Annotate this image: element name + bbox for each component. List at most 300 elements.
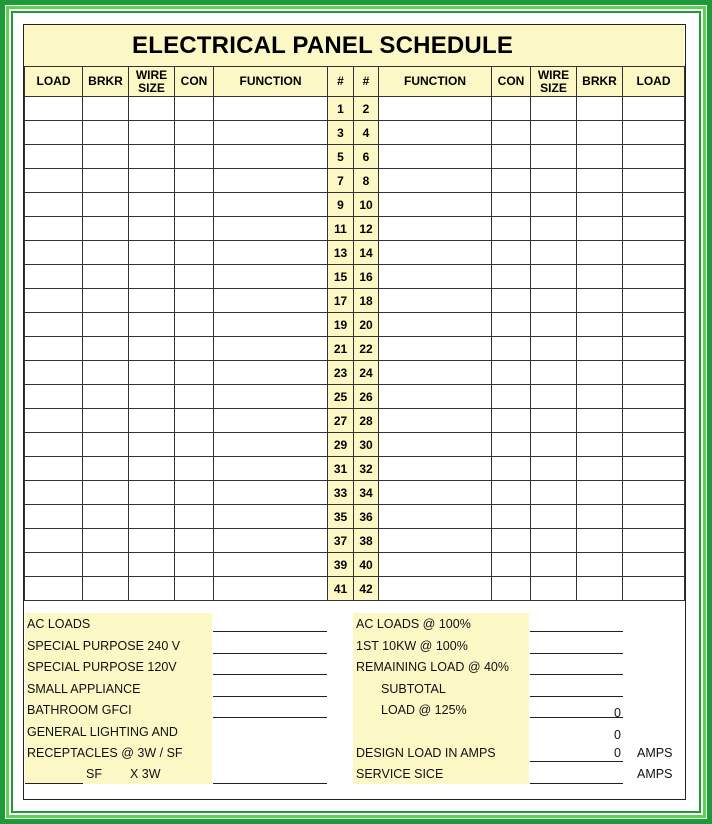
cell-left-brkr[interactable] xyxy=(83,505,129,529)
cell-left-con[interactable] xyxy=(175,553,214,577)
cell-left-function[interactable] xyxy=(214,433,328,457)
circuit-number-odd: 31 xyxy=(328,457,354,481)
cell-left-wire-size[interactable] xyxy=(129,241,175,265)
circuit-number-even: 28 xyxy=(354,409,379,433)
cell-left-function[interactable] xyxy=(214,121,328,145)
cell-right-brkr[interactable] xyxy=(577,241,623,265)
first-10kw-label: 1ST 10KW @ 100% xyxy=(356,639,468,653)
cell-right-brkr[interactable] xyxy=(577,409,623,433)
cell-right-wire-size[interactable] xyxy=(531,217,577,241)
cell-left-load[interactable] xyxy=(25,553,83,577)
service-size-entry[interactable] xyxy=(530,783,623,784)
circuit-row xyxy=(25,409,685,433)
cell-right-wire-size[interactable] xyxy=(531,169,577,193)
cell-left-function[interactable] xyxy=(214,289,328,313)
header-right-brkr: BRKR xyxy=(577,67,623,97)
bottom-rule xyxy=(24,799,684,800)
cell-left-wire-size[interactable] xyxy=(129,577,175,601)
cell-left-brkr[interactable] xyxy=(83,409,129,433)
cell-left-function[interactable] xyxy=(214,505,328,529)
special-240-entry[interactable] xyxy=(213,653,327,654)
cell-right-con[interactable] xyxy=(492,145,531,169)
cell-right-wire-size[interactable] xyxy=(531,289,577,313)
cell-right-load[interactable] xyxy=(623,577,685,601)
header-left-load: LOAD xyxy=(25,67,83,97)
cell-right-load[interactable] xyxy=(623,361,685,385)
cell-left-brkr[interactable] xyxy=(83,145,129,169)
circuit-number-odd: 37 xyxy=(328,529,354,553)
cell-left-wire-size[interactable] xyxy=(129,361,175,385)
cell-right-brkr[interactable] xyxy=(577,553,623,577)
cell-right-brkr[interactable] xyxy=(577,97,623,121)
cell-left-brkr[interactable] xyxy=(83,553,129,577)
cell-left-function[interactable] xyxy=(214,409,328,433)
circuit-number-odd: 13 xyxy=(328,241,354,265)
ac-loads-label: AC LOADS xyxy=(27,617,91,631)
cell-left-brkr[interactable] xyxy=(83,193,129,217)
cell-right-wire-size[interactable] xyxy=(531,553,577,577)
cell-left-brkr[interactable] xyxy=(83,481,129,505)
circuit-number-odd: 21 xyxy=(328,337,354,361)
circuit-number-odd: 17 xyxy=(328,289,354,313)
ac-loads-entry[interactable] xyxy=(213,631,327,632)
cell-right-con[interactable] xyxy=(492,385,531,409)
cell-right-brkr[interactable] xyxy=(577,145,623,169)
subtotal-value: 0 xyxy=(614,706,621,720)
cell-left-wire-size[interactable] xyxy=(129,409,175,433)
cell-right-con[interactable] xyxy=(492,289,531,313)
cell-left-con[interactable] xyxy=(175,433,214,457)
circuit-number-even: 4 xyxy=(354,121,379,145)
cell-right-brkr[interactable] xyxy=(577,289,623,313)
cell-left-load[interactable] xyxy=(25,529,83,553)
cell-left-load[interactable] xyxy=(25,145,83,169)
cell-right-con[interactable] xyxy=(492,433,531,457)
cell-right-wire-size[interactable] xyxy=(531,409,577,433)
cell-left-wire-size[interactable] xyxy=(129,145,175,169)
cell-right-function[interactable] xyxy=(379,553,492,577)
cell-right-function[interactable] xyxy=(379,505,492,529)
cell-right-load[interactable] xyxy=(623,193,685,217)
cell-right-wire-size[interactable] xyxy=(531,385,577,409)
cell-left-load[interactable] xyxy=(25,337,83,361)
circuit-number-odd: 15 xyxy=(328,265,354,289)
small-appliance-label: SMALL APPLIANCE xyxy=(27,682,141,696)
receptacles-label: RECEPTACLES @ 3W / SF xyxy=(27,746,183,760)
header-right-function: FUNCTION xyxy=(379,67,492,97)
cell-right-con[interactable] xyxy=(492,409,531,433)
cell-left-load[interactable] xyxy=(25,121,83,145)
cell-left-wire-size[interactable] xyxy=(129,385,175,409)
circuit-row xyxy=(25,361,685,385)
header-left-function: FUNCTION xyxy=(214,67,328,97)
cell-left-load[interactable] xyxy=(25,217,83,241)
cell-left-load[interactable] xyxy=(25,361,83,385)
circuit-number-even: 22 xyxy=(354,337,379,361)
cell-left-function[interactable] xyxy=(214,265,328,289)
cell-right-wire-size[interactable] xyxy=(531,433,577,457)
cell-right-function[interactable] xyxy=(379,193,492,217)
cell-right-con[interactable] xyxy=(492,481,531,505)
cell-right-function[interactable] xyxy=(379,481,492,505)
cell-right-con[interactable] xyxy=(492,193,531,217)
circuit-number-odd: 11 xyxy=(328,217,354,241)
cell-right-function[interactable] xyxy=(379,145,492,169)
cell-right-wire-size[interactable] xyxy=(531,529,577,553)
cell-left-function[interactable] xyxy=(214,145,328,169)
ac-loads-100-label: AC LOADS @ 100% xyxy=(356,617,471,631)
cell-left-function[interactable] xyxy=(214,313,328,337)
cell-right-wire-size[interactable] xyxy=(531,313,577,337)
service-size-label: SERVICE SICE xyxy=(356,767,444,781)
cell-right-wire-size[interactable] xyxy=(531,265,577,289)
cell-left-function[interactable] xyxy=(214,217,328,241)
cell-right-brkr[interactable] xyxy=(577,481,623,505)
circuit-number-odd: 23 xyxy=(328,361,354,385)
circuit-number-odd: 3 xyxy=(328,121,354,145)
cell-right-load[interactable] xyxy=(623,457,685,481)
special-120-label: SPECIAL PURPOSE 120V xyxy=(27,660,177,674)
cell-left-brkr[interactable] xyxy=(83,457,129,481)
cell-left-load[interactable] xyxy=(25,169,83,193)
cell-left-brkr[interactable] xyxy=(83,361,129,385)
header-left-wire-size: WIRE SIZE xyxy=(129,67,175,97)
cell-left-load[interactable] xyxy=(25,457,83,481)
cell-left-wire-size[interactable] xyxy=(129,553,175,577)
special-120-entry[interactable] xyxy=(213,674,327,675)
cell-left-function[interactable] xyxy=(214,193,328,217)
cell-left-con[interactable] xyxy=(175,97,214,121)
cell-right-con[interactable] xyxy=(492,337,531,361)
cell-right-function[interactable] xyxy=(379,385,492,409)
cell-right-load[interactable] xyxy=(623,97,685,121)
cell-left-con[interactable] xyxy=(175,145,214,169)
cell-right-brkr[interactable] xyxy=(577,505,623,529)
cell-left-con[interactable] xyxy=(175,481,214,505)
cell-left-con[interactable] xyxy=(175,265,214,289)
header-right-load: LOAD xyxy=(623,67,685,97)
cell-left-wire-size[interactable] xyxy=(129,97,175,121)
cell-right-con[interactable] xyxy=(492,313,531,337)
cell-right-brkr[interactable] xyxy=(577,457,623,481)
ac-loads-100-entry[interactable] xyxy=(530,631,623,632)
load-125-label: LOAD @ 125% xyxy=(381,703,467,717)
cell-left-brkr[interactable] xyxy=(83,217,129,241)
cell-right-load[interactable] xyxy=(623,337,685,361)
cell-right-function[interactable] xyxy=(379,217,492,241)
cell-left-con[interactable] xyxy=(175,529,214,553)
cell-left-load[interactable] xyxy=(25,577,83,601)
special-240-label: SPECIAL PURPOSE 240 V xyxy=(27,639,181,653)
cell-left-function[interactable] xyxy=(214,337,328,361)
cell-right-function[interactable] xyxy=(379,529,492,553)
sf-entry[interactable] xyxy=(25,783,83,784)
circuit-row xyxy=(25,169,685,193)
cell-right-wire-size[interactable] xyxy=(531,97,577,121)
cell-right-brkr[interactable] xyxy=(577,313,623,337)
circuit-row xyxy=(25,577,685,601)
cell-right-con[interactable] xyxy=(492,241,531,265)
circuit-number-even: 2 xyxy=(354,97,379,121)
cell-right-con[interactable] xyxy=(492,529,531,553)
design-load-entry[interactable] xyxy=(530,761,623,762)
cell-right-load[interactable] xyxy=(623,433,685,457)
cell-left-wire-size[interactable] xyxy=(129,265,175,289)
cell-left-brkr[interactable] xyxy=(83,265,129,289)
cell-right-wire-size[interactable] xyxy=(531,121,577,145)
cell-left-con[interactable] xyxy=(175,385,214,409)
circuit-number-even: 14 xyxy=(354,241,379,265)
cell-right-function[interactable] xyxy=(379,361,492,385)
cell-right-load[interactable] xyxy=(623,529,685,553)
cell-left-load[interactable] xyxy=(25,289,83,313)
cell-right-wire-size[interactable] xyxy=(531,145,577,169)
lighting-total-entry[interactable] xyxy=(213,783,327,784)
cell-right-function[interactable] xyxy=(379,241,492,265)
bathroom-gfci-entry[interactable] xyxy=(213,717,327,718)
circuit-row xyxy=(25,289,685,313)
header-right-num: # xyxy=(354,67,379,97)
cell-right-function[interactable] xyxy=(379,97,492,121)
circuit-number-even: 40 xyxy=(354,553,379,577)
cell-left-load[interactable] xyxy=(25,385,83,409)
cell-left-function[interactable] xyxy=(214,553,328,577)
circuit-table xyxy=(24,66,685,601)
table-header-row xyxy=(25,67,685,97)
circuit-number-odd: 33 xyxy=(328,481,354,505)
cell-right-load[interactable] xyxy=(623,409,685,433)
cell-left-con[interactable] xyxy=(175,457,214,481)
cell-right-load[interactable] xyxy=(623,289,685,313)
cell-right-brkr[interactable] xyxy=(577,361,623,385)
cell-left-wire-size[interactable] xyxy=(129,457,175,481)
cell-left-function[interactable] xyxy=(214,169,328,193)
remaining-load-entry[interactable] xyxy=(530,674,623,675)
cell-right-function[interactable] xyxy=(379,433,492,457)
cell-right-function[interactable] xyxy=(379,169,492,193)
cell-right-brkr[interactable] xyxy=(577,337,623,361)
cell-right-load[interactable] xyxy=(623,265,685,289)
cell-left-wire-size[interactable] xyxy=(129,169,175,193)
cell-right-function[interactable] xyxy=(379,337,492,361)
cell-left-load[interactable] xyxy=(25,193,83,217)
page-title: ELECTRICAL PANEL SCHEDULE xyxy=(132,32,514,59)
circuit-row xyxy=(25,385,685,409)
cell-right-load[interactable] xyxy=(623,217,685,241)
sf-label: SF xyxy=(86,767,102,781)
cell-left-brkr[interactable] xyxy=(83,241,129,265)
x3w-label: X 3W xyxy=(130,767,161,781)
cell-left-function[interactable] xyxy=(214,385,328,409)
cell-right-load[interactable] xyxy=(623,481,685,505)
circuit-row xyxy=(25,505,685,529)
cell-right-con[interactable] xyxy=(492,265,531,289)
cell-right-load[interactable] xyxy=(623,169,685,193)
cell-right-brkr[interactable] xyxy=(577,529,623,553)
bathroom-gfci-label: BATHROOM GFCI xyxy=(27,703,132,717)
cell-left-brkr[interactable] xyxy=(83,337,129,361)
cell-right-brkr[interactable] xyxy=(577,265,623,289)
cell-left-con[interactable] xyxy=(175,361,214,385)
circuit-row xyxy=(25,265,685,289)
cell-left-con[interactable] xyxy=(175,577,214,601)
circuit-number-even: 32 xyxy=(354,457,379,481)
circuit-number-odd: 41 xyxy=(328,577,354,601)
cell-left-load[interactable] xyxy=(25,481,83,505)
cell-left-function[interactable] xyxy=(214,577,328,601)
circuit-row xyxy=(25,145,685,169)
cell-left-wire-size[interactable] xyxy=(129,529,175,553)
cell-left-wire-size[interactable] xyxy=(129,313,175,337)
circuit-number-even: 16 xyxy=(354,265,379,289)
cell-left-load[interactable] xyxy=(25,505,83,529)
cell-left-wire-size[interactable] xyxy=(129,289,175,313)
design-load-value: 0 xyxy=(614,746,621,760)
cell-right-wire-size[interactable] xyxy=(531,241,577,265)
header-left-num: # xyxy=(328,67,354,97)
cell-left-load[interactable] xyxy=(25,433,83,457)
cell-left-con[interactable] xyxy=(175,121,214,145)
cell-left-con[interactable] xyxy=(175,193,214,217)
cell-right-brkr[interactable] xyxy=(577,193,623,217)
circuit-number-odd: 19 xyxy=(328,313,354,337)
cell-left-con[interactable] xyxy=(175,409,214,433)
circuit-row xyxy=(25,481,685,505)
cell-right-brkr[interactable] xyxy=(577,385,623,409)
cell-right-function[interactable] xyxy=(379,457,492,481)
cell-left-con[interactable] xyxy=(175,217,214,241)
cell-left-wire-size[interactable] xyxy=(129,337,175,361)
cell-right-load[interactable] xyxy=(623,505,685,529)
circuit-row xyxy=(25,121,685,145)
circuit-number-odd: 9 xyxy=(328,193,354,217)
cell-right-con[interactable] xyxy=(492,505,531,529)
circuit-row xyxy=(25,553,685,577)
circuit-row xyxy=(25,193,685,217)
circuit-number-even: 8 xyxy=(354,169,379,193)
circuit-number-even: 24 xyxy=(354,361,379,385)
circuit-number-odd: 39 xyxy=(328,553,354,577)
cell-right-con[interactable] xyxy=(492,457,531,481)
cell-left-function[interactable] xyxy=(214,241,328,265)
cell-left-wire-size[interactable] xyxy=(129,121,175,145)
cell-left-con[interactable] xyxy=(175,505,214,529)
circuit-number-even: 42 xyxy=(354,577,379,601)
general-lighting-label: GENERAL LIGHTING AND xyxy=(27,725,178,739)
cell-left-brkr[interactable] xyxy=(83,529,129,553)
cell-right-con[interactable] xyxy=(492,361,531,385)
cell-right-wire-size[interactable] xyxy=(531,361,577,385)
cell-left-brkr[interactable] xyxy=(83,97,129,121)
cell-left-wire-size[interactable] xyxy=(129,193,175,217)
cell-right-function[interactable] xyxy=(379,313,492,337)
cell-left-brkr[interactable] xyxy=(83,385,129,409)
subtotal-entry[interactable] xyxy=(530,696,623,697)
cell-left-load[interactable] xyxy=(25,97,83,121)
cell-left-wire-size[interactable] xyxy=(129,505,175,529)
circuit-number-even: 6 xyxy=(354,145,379,169)
cell-right-function[interactable] xyxy=(379,289,492,313)
cell-right-wire-size[interactable] xyxy=(531,505,577,529)
cell-right-wire-size[interactable] xyxy=(531,457,577,481)
circuit-number-odd: 1 xyxy=(328,97,354,121)
cell-right-function[interactable] xyxy=(379,577,492,601)
cell-right-con[interactable] xyxy=(492,217,531,241)
cell-left-brkr[interactable] xyxy=(83,169,129,193)
cell-left-con[interactable] xyxy=(175,313,214,337)
cell-left-brkr[interactable] xyxy=(83,433,129,457)
cell-right-load[interactable] xyxy=(623,313,685,337)
cell-right-load[interactable] xyxy=(623,145,685,169)
circuit-number-even: 12 xyxy=(354,217,379,241)
design-load-label: DESIGN LOAD IN AMPS xyxy=(356,746,496,760)
circuit-row xyxy=(25,337,685,361)
cell-left-function[interactable] xyxy=(214,361,328,385)
cell-left-function[interactable] xyxy=(214,97,328,121)
cell-left-function[interactable] xyxy=(214,529,328,553)
cell-right-wire-size[interactable] xyxy=(531,193,577,217)
cell-right-function[interactable] xyxy=(379,265,492,289)
cell-right-con[interactable] xyxy=(492,121,531,145)
cell-right-function[interactable] xyxy=(379,409,492,433)
cell-right-wire-size[interactable] xyxy=(531,481,577,505)
cell-right-brkr[interactable] xyxy=(577,577,623,601)
cell-left-function[interactable] xyxy=(214,457,328,481)
cell-left-wire-size[interactable] xyxy=(129,217,175,241)
subtotal-label: SUBTOTAL xyxy=(381,682,446,696)
remaining-load-label: REMAINING LOAD @ 40% xyxy=(356,660,510,674)
cell-right-brkr[interactable] xyxy=(577,169,623,193)
circuit-number-odd: 29 xyxy=(328,433,354,457)
cell-left-con[interactable] xyxy=(175,169,214,193)
cell-left-load[interactable] xyxy=(25,409,83,433)
cell-left-con[interactable] xyxy=(175,289,214,313)
cell-left-con[interactable] xyxy=(175,241,214,265)
cell-right-load[interactable] xyxy=(623,121,685,145)
cell-right-con[interactable] xyxy=(492,577,531,601)
cell-left-load[interactable] xyxy=(25,241,83,265)
cell-left-brkr[interactable] xyxy=(83,313,129,337)
circuit-row xyxy=(25,433,685,457)
cell-left-wire-size[interactable] xyxy=(129,481,175,505)
cell-right-load[interactable] xyxy=(623,241,685,265)
circuit-number-even: 34 xyxy=(354,481,379,505)
cell-left-brkr[interactable] xyxy=(83,577,129,601)
cell-left-function[interactable] xyxy=(214,481,328,505)
cell-right-load[interactable] xyxy=(623,385,685,409)
cell-left-wire-size[interactable] xyxy=(129,433,175,457)
first-10kw-entry[interactable] xyxy=(530,653,623,654)
cell-left-brkr[interactable] xyxy=(83,289,129,313)
panel-schedule-sheet xyxy=(23,24,686,800)
cell-right-brkr[interactable] xyxy=(577,217,623,241)
cell-left-load[interactable] xyxy=(25,313,83,337)
cell-right-con[interactable] xyxy=(492,169,531,193)
cell-left-brkr[interactable] xyxy=(83,121,129,145)
cell-right-con[interactable] xyxy=(492,553,531,577)
cell-right-load[interactable] xyxy=(623,553,685,577)
header-right-wire-size: WIRE SIZE xyxy=(531,67,577,97)
cell-right-function[interactable] xyxy=(379,121,492,145)
cell-right-wire-size[interactable] xyxy=(531,577,577,601)
cell-right-brkr[interactable] xyxy=(577,121,623,145)
cell-right-con[interactable] xyxy=(492,97,531,121)
cell-left-con[interactable] xyxy=(175,337,214,361)
cell-left-load[interactable] xyxy=(25,265,83,289)
small-appliance-entry[interactable] xyxy=(213,696,327,697)
cell-right-wire-size[interactable] xyxy=(531,337,577,361)
cell-right-brkr[interactable] xyxy=(577,433,623,457)
